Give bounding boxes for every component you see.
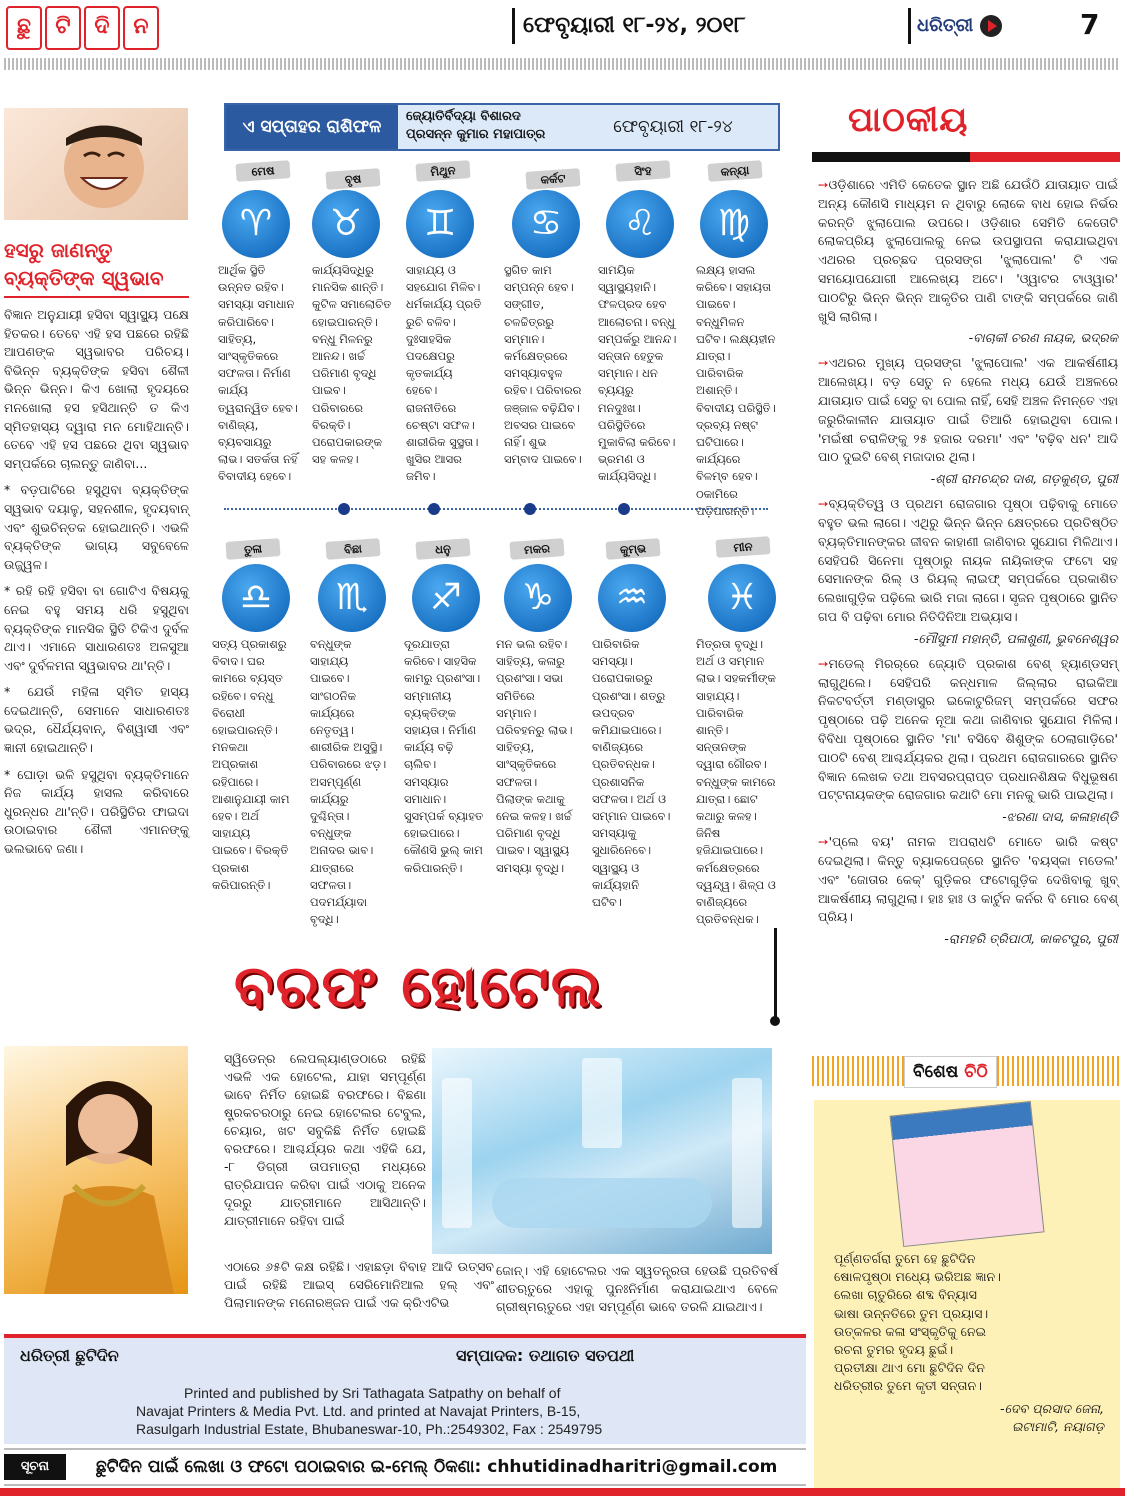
- divider-dot: [524, 503, 536, 515]
- sign-text-kanya: ଲକ୍ଷ୍ୟ ହାସଲ କରିବେ। ସହାୟତା ପାଇବେ। ବନ୍ଧୁମିଳନ ଘଟିବ। ଲକ୍ଷ୍ୟହୀନ ଯାତ୍ରା। ପାରିବାରିକ ଅଶାନ୍ତି। ବିବାଦୀୟ ପରିସ୍ଥିତି। ଦ୍ରବ୍ୟ ନଷ୍ଟ ଘଟିପାରେ। କାର୍ଯ୍ୟରେ ବିଳମ୍ବ ହେବ। ଠକାମିରେ ପଡ଼ିପାରନ୍ତି।: [696, 263, 776, 518]
- arrow-icon: ➙: [818, 834, 829, 850]
- letter-item: [818, 176, 1118, 326]
- sign-label-mina: ମୀନ: [715, 536, 770, 558]
- divider-dot: [338, 503, 350, 515]
- letter-signature: -ମୌସୁମୀ ମହାନ୍ତି, ପଳାଶୁଣୀ, ଭୁବନେଶ୍ୱର: [913, 630, 1118, 646]
- imprint-line: Navajat Printers & Media Pvt. Ltd. and printed at Navajat Printers, B-15,: [136, 1403, 581, 1419]
- sign-text-bichha: ବନ୍ଧୁଙ୍କ ସାହାଯ୍ୟ ପାଇବେ। ସାଂଗଠନିକ କାର୍ଯ୍ୟରେ ନେତୃତ୍ୱ। ଶାରୀରିକ ଅସୁସ୍ଥି। ପରିବାରରେ ଝଡ଼। ଅସମ୍ପୂର୍ଣ୍ଣ କାର୍ଯ୍ୟରୁ ଦୁଶ୍ଚିନ୍ତା। ବନ୍ଧୁଙ୍କ ଅନାଦର ଭାବ। ଯାତ୍ରାରେ ସଫଳତା। ପଦମର୍ଯ୍ୟାଦା ବୃଦ୍ଧି।: [310, 637, 387, 927]
- page-bottom-rule: [0, 1488, 1125, 1496]
- ice-hotel-photo: [432, 1048, 772, 1254]
- sign-label-mesha: ମେଷ: [235, 160, 290, 182]
- divider-dot: [618, 503, 630, 515]
- letter-text: ଏଥରର ମୁଖ୍ୟ ପ୍ରସଙ୍ଗ 'ଝୁଲାପୋଲ' ଏକ ଆକର୍ଷଣୀୟ ଆଲେଖ୍ୟ। ବଡ଼ ସେତୁ ନ ହେଲେ ମଧ୍ୟ ଯେଉଁ ଅଞ୍ଚଳରେ ଯାତାୟାତ ପାଇଁ ସେତୁ ବା ପୋଲ ନାହିଁ, ସେହି ଅଞ୍ଚଳ ନିମନ୍ତେ ଏହା ଜରୁରିକାଳୀନ ଯାତାୟାତ ପାଇଁ ତିଆରି ହୋଇଥିବା ପୋଲ। 'ମଇଁଷୀ ଚରାଳିଙ୍କୁ ୨୫ ହଜାର ଦରମା' ଏବଂ 'ବଢ଼ିବ ଧନ' ଆଦି ପାଠ ଦୁଇଟି ବେଶ୍ ମଜାଦାର ଥିଲା।: [818, 355, 1118, 465]
- letter-text: ବ୍ୟକ୍ତିତ୍ୱ ଓ ପ୍ରଥମ ରୋଜଗାର ପୃଷ୍ଠା ପଢ଼ିବାକୁ ମୋତେ ବହୁତ ଭଲ ଲାଗେ। ଏଥିରୁ ଭିନ୍ନ ଭିନ୍ନ କ୍ଷେତ୍ରରେ ପ୍ରତିଷ୍ଠିତ ବ୍ୟକ୍ତିମାନଙ୍କର ଜୀବନ କାହାଣୀ ଜାଣିବାର ସୁଯୋଗ ମିଳିଥାଏ। ସେହିପରି ସିନେମା ପୃଷ୍ଠାରୁ ନାୟକ ନାୟିକାଙ୍କ ଫଟୋ ସହ ସେମାନଙ୍କ ରିଲ୍ ଓ ରିୟଲ୍ ଲାଇଫ୍ ସମ୍ପର୍କରେ ପ୍ରକାଶିତ ଲେଖାଗୁଡ଼ିକ ପଢ଼ିଲେ ଭାରି ମଜା ଲାଗେ। ସୃଜନ ପୃଷ୍ଠାରେ ସ୍ଥାନିତ ଗପ ବି ପଢ଼ିବା ମୋର ନିତିଦିନିଆ ଅଭ୍ୟାସ।: [818, 496, 1118, 624]
- taurus-icon: ♉: [312, 190, 380, 258]
- sign-text-kumbha: ପାରିବାରିକ ସମସ୍ୟା। ପରୋପକାରରୁ ପ୍ରଶଂସା। ଶତ୍ରୁ ଉପଦ୍ରବ କମିଯାଇପାରେ। ବାଣିଜ୍ୟରେ ପ୍ରତିବନ୍ଧକ। ପ୍ରଶାସନିକ ସଫଳତା। ଅର୍ଥ ଓ ସମ୍ମାନ ପାଇବେ। ସମସ୍ୟାକୁ ସୁଧାରିନେବେ। ସ୍ୱାସ୍ଥ୍ୟ ଓ କାର୍ଯ୍ୟହାନି ଘଟିବ।: [592, 637, 671, 910]
- brand-letter: ଟି: [45, 6, 81, 50]
- publication-name: ଧରିତ୍ରୀ: [917, 15, 974, 36]
- bishesh-label: [904, 1056, 997, 1088]
- arrow-icon: ➙: [818, 655, 829, 671]
- special-letter-box: [814, 1100, 1120, 1488]
- sign-text-dhanu: ଦୂରଯାତ୍ରା କରିବେ। ସାହସିକ କାମରୁ ପ୍ରଶଂସା। ସମ୍ମାନୀୟ ବ୍ୟକ୍ତିଙ୍କ ସହାୟତା। ନିର୍ମାଣ କାର୍ଯ୍ୟ ବଢ଼ି ଚାଲିବ। ସମସ୍ୟାର ସମାଧାନ। ସୁସମ୍ପର୍କ ବ୍ୟାହତ ହୋଇପାରେ। କୌଣସି ଭୁଲ୍ କାମ କରିପାରନ୍ତି।: [404, 637, 484, 875]
- laughing-man-photo: [4, 108, 188, 220]
- pathakiya-title: ପାଠକୀୟ: [848, 100, 969, 140]
- sign-label-tula: ତୁଳା: [225, 538, 280, 560]
- author-name: ପ୍ରସନ୍ନ କୁମାର ମହାପାତ୍ର: [406, 127, 546, 142]
- sign-text-mesha: ଆର୍ଥିକ ସ୍ଥିତି ଉନ୍ନତ ରହିବ। ସମସ୍ୟା ସମାଧାନ କରିପାରିବେ। ସାହିତ୍ୟ, ସାଂସ୍କୃତିକରେ ସଫଳତା। ନିର୍ମାଣ କାର୍ଯ୍ୟ ତ୍ୱରାନ୍ୱିତ ହେବ। ବାଣିଜ୍ୟ, ବ୍ୟବସାୟରୁ ଲାଭ। ସତର୍କତା ନହିଁ ବିବାଦୀୟ ହେବେ।: [218, 263, 298, 484]
- headline-bracket: [774, 928, 777, 1020]
- horoscope-divider: [224, 508, 768, 510]
- masthead-stripe: [4, 58, 1120, 70]
- letter-item: [818, 495, 1118, 627]
- brand-letter: ଛୁ: [6, 6, 42, 50]
- sagittarius-icon: ♐: [412, 564, 480, 632]
- poem-line: ରଚନା ତୁମର ହୃଦୟ ଛୁଇଁ।: [834, 1342, 954, 1358]
- left-paragraph: ବିଜ୍ଞାନ ଅନୁଯାୟୀ ହସିବା ସ୍ୱାସ୍ଥ୍ୟ ପକ୍ଷେ ହିତକର। ତେବେ ଏହି ହସ ପଛରେ ରହିଛି ଆପଣଙ୍କ ସ୍ୱଭାବର ପରିଚୟ। ବିଭିନ୍ନ ବ୍ୟକ୍ତିଙ୍କ ହସିବା ଶୈଳୀ ଭିନ୍ନ ଭିନ୍ନ। କିଏ ଖୋଲା ହୃଦୟରେ ମନଖୋଲା ହସ ହସିଥାନ୍ତି ତ କିଏ ସ୍ମିତହାସ୍ୟ ଦ୍ୱାରା ମନ ମୋହିଥାନ୍ତି। ତେବେ ଏହି ହସ ପଛରେ ଥିବା ସ୍ୱଭାବ ସମ୍ପର୍କରେ ଚାଲନ୍ତୁ ଜାଣିବା...: [4, 307, 189, 471]
- hotel-body-bottom: ଏଠାରେ ୬୫ଟି କକ୍ଷ ରହିଛି। ଏହାଛଡ଼ା ବିବାହ ଆଦି ଉତ୍ସବ ପାଇଁ ରହିଛି ଆଇସ୍ ସେରିମୋନିଆଲ ହଲ୍ ଏବଂ ପିଲାମାନଙ୍କ ମନୋରଞ୍ଜନ ପାଇଁ ଏକ କ୍ରିଏଟିଭ: [224, 1259, 494, 1310]
- bishesh-chithi-bar: [812, 1056, 1120, 1088]
- divider-dot: [428, 503, 440, 515]
- brand-letter: ନ: [123, 6, 159, 50]
- gemini-icon: ♊: [406, 190, 474, 258]
- ice-bed-shape: [492, 1178, 712, 1228]
- letter-item: [818, 655, 1118, 805]
- hotel-body-left: ସ୍ୱିଡେନ୍‌ର ଲେପଲ୍ୟାଣ୍ଡଠାରେ ରହିଛି ଏଭଳି ଏକ ହୋଟେଲ, ଯାହା ସମ୍ପୂର୍ଣ୍ଣ ଭାବେ ନିର୍ମିତ ହୋଇଛି ବରଫରେ। ବିଛଣା ଷ୍ଟ୍ରକଚରଠାରୁ ନେଇ ହୋଟେଲର ଟେବୁଲ, ଚେୟାର, ଖଟ ସବୁକିଛି ନିର୍ମିତ ହୋଇଛି ବରଫରେ। ଆଶ୍ଚର୍ଯ୍ୟର କଥା ଏହିକି ଯେ, -୮ ଡିଗ୍ରୀ ତାପମାତ୍ରା ମଧ୍ୟରେ ରାତ୍ରିଯାପନ କରିବା ପାଇଁ ଏଠାକୁ ଅନେକ ଦୂରରୁ ଯାତ୍ରୀମାନେ ଆସିଥାନ୍ତି। ଯାତ୍ରୀମାନେ ରହିବା ପାଇଁ: [224, 1051, 426, 1228]
- pisces-icon: ♓: [708, 564, 776, 632]
- letter-text: ମଡେଲ୍ ମିରର୍‌ରେ ଜ୍ୟୋତି ପ୍ରକାଶ ବେଶ୍ ହ୍ୟାଣ୍ଡସମ୍ ଲାଗୁଥିଲେ। ସେହିପରି କନ୍ଧମାଳ ଜିଲ୍ଲାର ରାଇକିଆ ନିକଟବର୍ତ୍ତୀ ମଣ୍ଡାସୁର ଇକୋଟୁରିଜମ୍ ସମ୍ପର୍କରେ ସଫର ପୃଷ୍ଠାରେ ପଢ଼ି ଅନେକ ନୂଆ କଥା ଜାଣିବାର ସୁଯୋଗ ମିଳିଲା। ବିବିଧା ପୃଷ୍ଠାରେ ସ୍ଥାନିତ 'ମା' ବସିବେ ଶିଶୁଙ୍କ ଠେଲାଗାଡ଼ିରେ' ପାଠଟି ବେଶ୍ ଆଶ୍ଚର୍ଯ୍ୟକର ଥିଲା। ପ୍ରଥମ ରୋଜଗାରରେ ସ୍ଥାନିତ ବିଜ୍ଞାନ ଲେଖକ ତଥା ଅବସରପ୍ରାପ୍ତ ପ୍ରଧାନଶିକ୍ଷକ ବିଧୁଭୂଷଣ ପଟ୍ଟନାୟକଙ୍କ ରୋଜଗାର କଥାଟି ମୋ ମନକୁ ଭାରି ପାଇଥିଲା।: [818, 655, 1118, 803]
- left-paragraph: * ବଡ଼ପାଟିରେ ହସୁଥିବା ବ୍ୟକ୍ତିଙ୍କ ସ୍ୱଭାବ ଦୟାଳୁ, ସହନଶୀଳ, ହୃଦୟବାନ୍ ଏବଂ ଶୁଭଚିନ୍ତକ ହୋଇଥାନ୍ତି। ଏଭଳି ବ୍ୟକ୍ତିଙ୍କ ଭାଗ୍ୟ ସବୁବେଳେ ଉଜ୍ଜ୍ୱଳ।: [4, 482, 189, 572]
- letter-signature: -ବାଚାକୀ ଚରଣ ନାୟକ, ଭଦ୍ରକ: [968, 330, 1118, 346]
- issue-date: ଫେବୃୟାରୀ ୧୮-୨୪, ୨୦୧୮: [512, 8, 745, 44]
- author-title: ଜ୍ୟୋତିର୍ବିଦ୍ୟା ବିଶାରଦ: [406, 109, 521, 124]
- rashifal-date: ଫେବୃୟାରୀ ୧୮-୨୪: [613, 117, 733, 137]
- brand-letter: ଦି: [84, 6, 120, 50]
- virgo-icon: ♍: [700, 190, 768, 258]
- rashifal-author: [406, 108, 545, 144]
- footer-brand: ଧରିତ୍ରୀ ଛୁଟିଦିନ: [20, 1346, 119, 1365]
- letters-column: [818, 176, 1118, 955]
- libra-icon: ♎: [222, 564, 290, 632]
- footer-editor: ସମ୍ପାଦକ: ତଥାଗତ ସତପଥୀ: [456, 1346, 635, 1365]
- arrow-icon: ➙: [818, 496, 829, 512]
- hotel-headline: ବରଫ ହୋଟେଲ: [234, 952, 604, 1020]
- bracket-dot: [770, 1016, 780, 1026]
- chithi-word: ଚିଠି: [964, 1062, 988, 1082]
- bride-jewellery-photo: [4, 1046, 188, 1294]
- sign-text-tula: ସତ୍ୟ ପ୍ରକାଶରୁ ବିବାଦ। ଘର କାମରେ ବ୍ୟସ୍ତ ରହିବେ। ବନ୍ଧୁ ବିରୋଧୀ ହୋଇପାରନ୍ତି। ମନକଥା ଅପ୍ରକାଶ ରହିପାରେ। ଆଶାନୁଯାୟୀ କାମ ହେବ। ଅର୍ଥ ସାହାଯ୍ୟ ପାଇବେ। ବିରକ୍ତି ପ୍ରକାଶ କରିପାରନ୍ତି।: [212, 637, 290, 892]
- sign-label-karkata: କର୍କଟ: [525, 168, 580, 190]
- aquarius-icon: ♒: [598, 564, 666, 632]
- sign-text-mina: ମିତ୍ରତା ବୃଦ୍ଧି। ଅର୍ଥ ଓ ସମ୍ମାନ ଲାଭ। ସହକର୍ମୀଙ୍କ ସାହାଯ୍ୟ। ପାରିବାରିକ ଶାନ୍ତି। ସନ୍ତାନଙ୍କ ଦ୍ୱାରା ଗୌରବ। ବନ୍ଧୁଙ୍କ କାମରେ ଯାତ୍ରା। ଛୋଟ କଥାରୁ କଳହ। ଜିନିଷ ହଜିଯାଇପାରେ। କର୍ମକ୍ଷେତ୍ରରେ ଦ୍ୱନ୍ଦ୍ୱ। ଶିଳ୍ପ ଓ ବାଣିଜ୍ୟରେ ପ୍ରତିବନ୍ଧକ।: [696, 637, 776, 927]
- left-paragraph: * ଘୋଡ଼ା ଭଳି ହସୁଥିବା ବ୍ୟକ୍ତିମାନେ ନିଜ କାର୍ଯ୍ୟ ହାସଲ କରିବାରେ ଧୁରନ୍ଧର ଥା'ନ୍ତି। ପରିସ୍ଥିତିର ଫାଇଦା ଉଠାଇବାର ଶୈଳୀ ଏମାନଙ୍କୁ ଭଲଭାବେ ଜଣା।: [4, 766, 189, 857]
- aries-icon: ♈: [222, 190, 290, 258]
- sign-label-kanya: କନ୍ୟା: [707, 160, 762, 182]
- email-notice: ଛୁଟିଦିନ ପାଇଁ ଲେଖା ଓ ଫଟୋ ପଠାଇବାର ଇ-ମେଲ୍ ଠିକଣା: chhutidinadharitri@gmail.com: [96, 1457, 778, 1477]
- imprint-line: Printed and published by Sri Tathagata Satpathy on behalf of: [184, 1385, 561, 1401]
- letter-item: [818, 354, 1118, 467]
- poem-line: ଷୋଳପୃଷ୍ଠା ମଧ୍ୟେ ଭରିଅଛ ଜ୍ଞାନ।: [834, 1269, 1001, 1285]
- email-bar: [4, 1448, 806, 1486]
- left-paragraph: * ରହି ରହି ହସିବା ବା ଗୋଟିଏ ବିଷୟକୁ ନେଇ ବହୁ ସମୟ ଧରି ହସୁଥିବା ବ୍ୟକ୍ତିଙ୍କ ମାନସିକ ସ୍ଥିତି ଟିକିଏ ଦୁର୍ବଳ ଥାଏ। ଏମାନେ ସାଧାରଣତଃ ଅଳସୁଆ ଏବଂ ଦୁର୍ବଳମନା ସ୍ୱଭାବର ଥା'ନ୍ତି।: [4, 583, 189, 673]
- poem-line: ପୂର୍ଣ୍ଣତର୍ଗରା ତୁମେ ହେ ଛୁଟିଦିନ: [834, 1251, 976, 1266]
- sign-text-brisha: କାର୍ଯ୍ୟସିଦ୍ଧିରୁ ମାନସିକ ଶାନ୍ତି। କୁଟିଳ ସମାଲୋଚିତ ହୋଇପାରନ୍ତି। ବନ୍ଧୁ ମିଳନରୁ ଆନନ୍ଦ। ଖର୍ଚ୍ଚ ପରିମାଣ ବୃଦ୍ଧି ପାଇବ। ପରିବାରରେ ବିରକ୍ତି। ପରୋପକାରଙ୍କ ସହ କଳହ।: [312, 263, 392, 467]
- imprint-box: [4, 1338, 806, 1444]
- sign-text-makara: ମନ ଭଲ ରହିବ। ସାହିତ୍ୟ, କଳାରୁ ପ୍ରଶଂସା। ସଭା ସମିତିରେ ସମ୍ମାନ। ପରିବହନରୁ ଲାଭ। ସାହିତ୍ୟ, ସାଂସ୍କୃତିକରେ ସଫଳତା। ପିଲାଙ୍କ କଥାକୁ ନେଇ କଳହ। ଖର୍ଚ୍ଚ ପରିମାଣ ବୃଦ୍ଧି ପାଇବ। ସ୍ୱାସ୍ଥ୍ୟ ସମସ୍ୟା ବୃଦ୍ଧି।: [496, 637, 573, 875]
- left-article: [4, 236, 189, 867]
- sign-label-bichha: ବିଛା: [325, 538, 380, 560]
- poem-line: ଉତ୍କଳର କଳା ସଂସ୍କୃତିକୁ ନେଇ: [834, 1323, 987, 1339]
- letter-text: 'ପ୍ଲେ ବୟ' ନାମକ ଅପରାଧଟି ମୋତେ ଭାରି କଷ୍ଟ ଦେଇଥିଲା। କିନ୍ତୁ ବ୍ୟାକପେଜ୍‌ରେ ସ୍ଥାନିତ 'ବୟସ୍କା ମଡେଲ' ଏବଂ 'ଜୋତାର କେକ୍' ଗୁଡ଼ିକର ଫଟୋଗୁଡ଼ିକ ଦେଖିବାକୁ ଖୁବ୍ ଆକର୍ଷଣୀୟ ଲାଗୁଥିଲା। ହାଃ ହାଃ ଓ କାର୍ଟୁନ କର୍ନର ବି ମୋର ବେଶ୍ ପ୍ରିୟ।: [818, 834, 1118, 925]
- publication-logo: [908, 8, 1002, 44]
- hotel-body-right: ଜୋନ୍। ଏହି ହୋଟେଲର ଏକ ସ୍ୱତନ୍ତ୍ରତା ହେଉଛି ପ୍ରତିବର୍ଷ ଶୀତଋତୁରେ ଏହାକୁ ପୁନଃନିର୍ମାଣ କରାଯାଇଥାଏ ବେଳେ ଗ୍ରୀଷ୍ମଋତୁରେ ଏହା ସମ୍ପୂର୍ଣ୍ଣ ଭାବେ ତରଳି ଯାଇଥାଏ।: [496, 1263, 778, 1314]
- capricorn-icon: ♑: [504, 564, 572, 632]
- letter-item: [818, 833, 1118, 927]
- leo-icon: ♌: [606, 190, 674, 258]
- letter-text: ଓଡ଼ିଶାରେ ଏମିତି କେତେକ ସ୍ଥାନ ଅଛି ଯେଉଁଠି ଯାତାୟାତ ପାଇଁ ଅନ୍ୟ କୌଣସି ମାଧ୍ୟମ ନ ଥିବାରୁ ଲୋକେ ବାଧ ହୋଇ ନିର୍ଭର କରନ୍ତି ଝୁଲାପୋଲ ଉପରେ। ଓଡ଼ିଶାର ସେମିତି କେତୋଟି ଲୋକପ୍ରିୟ ଝୁଲାପୋଲକୁ ନେଇ ଉପସ୍ଥାପନା କରାଯାଇଥିବା ଏଥରର ପ୍ରଚ୍ଛଦ ପ୍ରସଙ୍ଗ 'ଝୁଲାପୋଲ' ଟି ଏକ ସମୟୋପଯୋଗୀ ଆଲେଖ୍ୟ ଅଟେ। 'ଓ୍ୱାଟର ଟାଓ୍ୱାର' ପାଠଟିରୁ ଭିନ୍ନ ଭିନ୍ନ ଆକୃତିର ପାଣି ଟାଙ୍କି ସମ୍ପର୍କରେ ଜାଣି ଖୁସି ଲାଗିଲା।: [818, 177, 1118, 324]
- letter-signature: -ରାମହରି ତ୍ରିପାଠୀ, କାକଟପୁର, ପୁରୀ: [944, 931, 1118, 947]
- sign-label-mithuna: ମିଥୁନ: [415, 160, 470, 182]
- pathakiya-rule: [812, 152, 1120, 162]
- sign-label-dhanu: ଧନୁ: [415, 538, 470, 560]
- poem: [834, 1250, 1104, 1436]
- poem-signature-place: ଇଟାମାଟି, ନୟାଗଡ଼: [1011, 1418, 1104, 1434]
- ice-sculpture-shape: [582, 1058, 622, 1148]
- sign-text-simha: ସାମୟିକ ସ୍ୱାସ୍ଥ୍ୟହାନି। ଫଳପ୍ରଦ ହେବ ଆଲୋଚନା। ବନ୍ଧୁ ସମ୍ପର୍କରୁ ଆନନ୍ଦ। ସନ୍ତାନ ହେତୁକ ସମ୍ମାନ। ଧନ ବ୍ୟୟରୁ ମନଦୁଃଖ। ପରିସ୍ଥିତିରେ ମୁକାବିଲା କରିବେ। ଭ୍ରମଣ ଓ କାର୍ଯ୍ୟସିଦ୍ଧି।: [598, 263, 677, 484]
- play-icon: [980, 15, 1002, 37]
- sign-text-karkata: ସ୍ଥଗିତ କାମ ସମ୍ପନ୍ନ ହେବ। ସଙ୍ଗୀତ, ଚଳଚ୍ଚିତ୍ରରୁ ସମ୍ମାନ। କର୍ମକ୍ଷେତ୍ରରେ ସମସ୍ୟାବହୁଳ ରହିବ। ପରିବାରର ଜଞ୍ଜାଳ ବଢ଼ିଯିବ। ଅବସର ପାଇବେ ନାହିଁ। ଶୁଭ ସମ୍ବାଦ ପାଇବେ।: [504, 263, 582, 467]
- sign-label-brisha: ବୃଷ: [325, 168, 380, 190]
- poem-signature: -ଦେବ ପ୍ରସାଦ ଜେନା,: [1000, 1400, 1104, 1416]
- laughing-face-icon: [4, 108, 188, 220]
- rashifal-title: ଏ ସପ୍ତାହର ରାଶିଫଳ: [226, 105, 398, 149]
- page-number: 7: [1080, 8, 1100, 41]
- sign-text-mithuna: ସାହାଯ୍ୟ ଓ ସହଯୋଗ ମିଳିବ। ଧର୍ମକାର୍ଯ୍ୟ ପ୍ରତି ରୁଚି ବଳିବ। ଦୁଃସାହସିକ ପଦକ୍ଷେପରୁ କୃତକାର୍ଯ୍ୟ ହେବେ। ରାଜନୀତିରେ ଚେଷ୍ଟା ସଫଳ। ଶାରୀରିକ ସୁସ୍ଥତା। ଖୁସିର ଆସର ଜମିବ।: [406, 263, 482, 484]
- scorpio-icon: ♏: [318, 564, 386, 632]
- suchana-label: ସୂଚନା: [4, 1454, 66, 1480]
- magazine-cover-image: [889, 1101, 1044, 1247]
- arrow-icon: ➙: [818, 177, 829, 192]
- bride-figure-icon: [4, 1046, 188, 1294]
- ice-pillar-shape: [732, 1078, 762, 1228]
- letter-signature: -ଝରଣା ଦାସ, କଳାହାଣ୍ଡି: [1002, 809, 1118, 825]
- poem-line: ଲେଖା ଚାତୁରିରେ ଶବ୍ଦ ବିନ୍ୟାସ: [834, 1287, 978, 1303]
- brand-logo: [6, 6, 162, 50]
- poem-line: ପ୍ରତୀକ୍ଷା ଥାଏ ମୋ ଛୁଟିଦିନ ଦିନ: [834, 1360, 985, 1376]
- sign-label-kumbha: କୁମ୍ଭ: [605, 538, 660, 560]
- ice-pillar-shape: [442, 1078, 472, 1228]
- heading-rule: [4, 296, 189, 298]
- left-paragraph: * ଯେଉଁ ମହିଳା ସ୍ମିତ ହାସ୍ୟ ଦେଇଥାନ୍ତି, ସେମାନେ ସାଧାରଣତଃ ଭଦ୍ର, ଧୈର୍ଯ୍ୟବାନ୍, ବିଶ୍ୱାସୀ ଏବଂ ଜ୍ଞାନୀ ହୋଇଥାନ୍ତି।: [4, 684, 189, 756]
- left-heading: ହସରୁ ଜାଣନ୍ତୁ ବ୍ୟକ୍ତିଙ୍କ ସ୍ୱଭାବ: [4, 238, 164, 290]
- arrow-icon: ➙: [818, 355, 829, 371]
- letter-signature: -ଶ୍ରୀ ରାମଚନ୍ଦ୍ର ଦାଶ, ଗଡ଼କୁଣ୍ଡ, ପୁରୀ: [930, 471, 1118, 487]
- poem-line: ଧରିତ୍ରୀର ତୁମେ କୃତୀ ସନ୍ତାନ।: [834, 1378, 982, 1394]
- sign-label-simha: ସିଂହ: [615, 160, 670, 182]
- sign-label-makara: ମକର: [509, 538, 564, 560]
- imprint-line: Rasulgarh Industrial Estate, Bhubaneswar-10, Ph.:2549302, Fax : 2549795: [136, 1421, 603, 1437]
- poem-line: ଭାଷା ଉନ୍ନତିରେ ତୁମ ପ୍ରୟାସ।: [834, 1305, 989, 1321]
- cancer-icon: ♋: [512, 190, 580, 258]
- rashifal-header: [224, 103, 780, 151]
- bishesh-word: ବିଶେଷ: [913, 1062, 959, 1082]
